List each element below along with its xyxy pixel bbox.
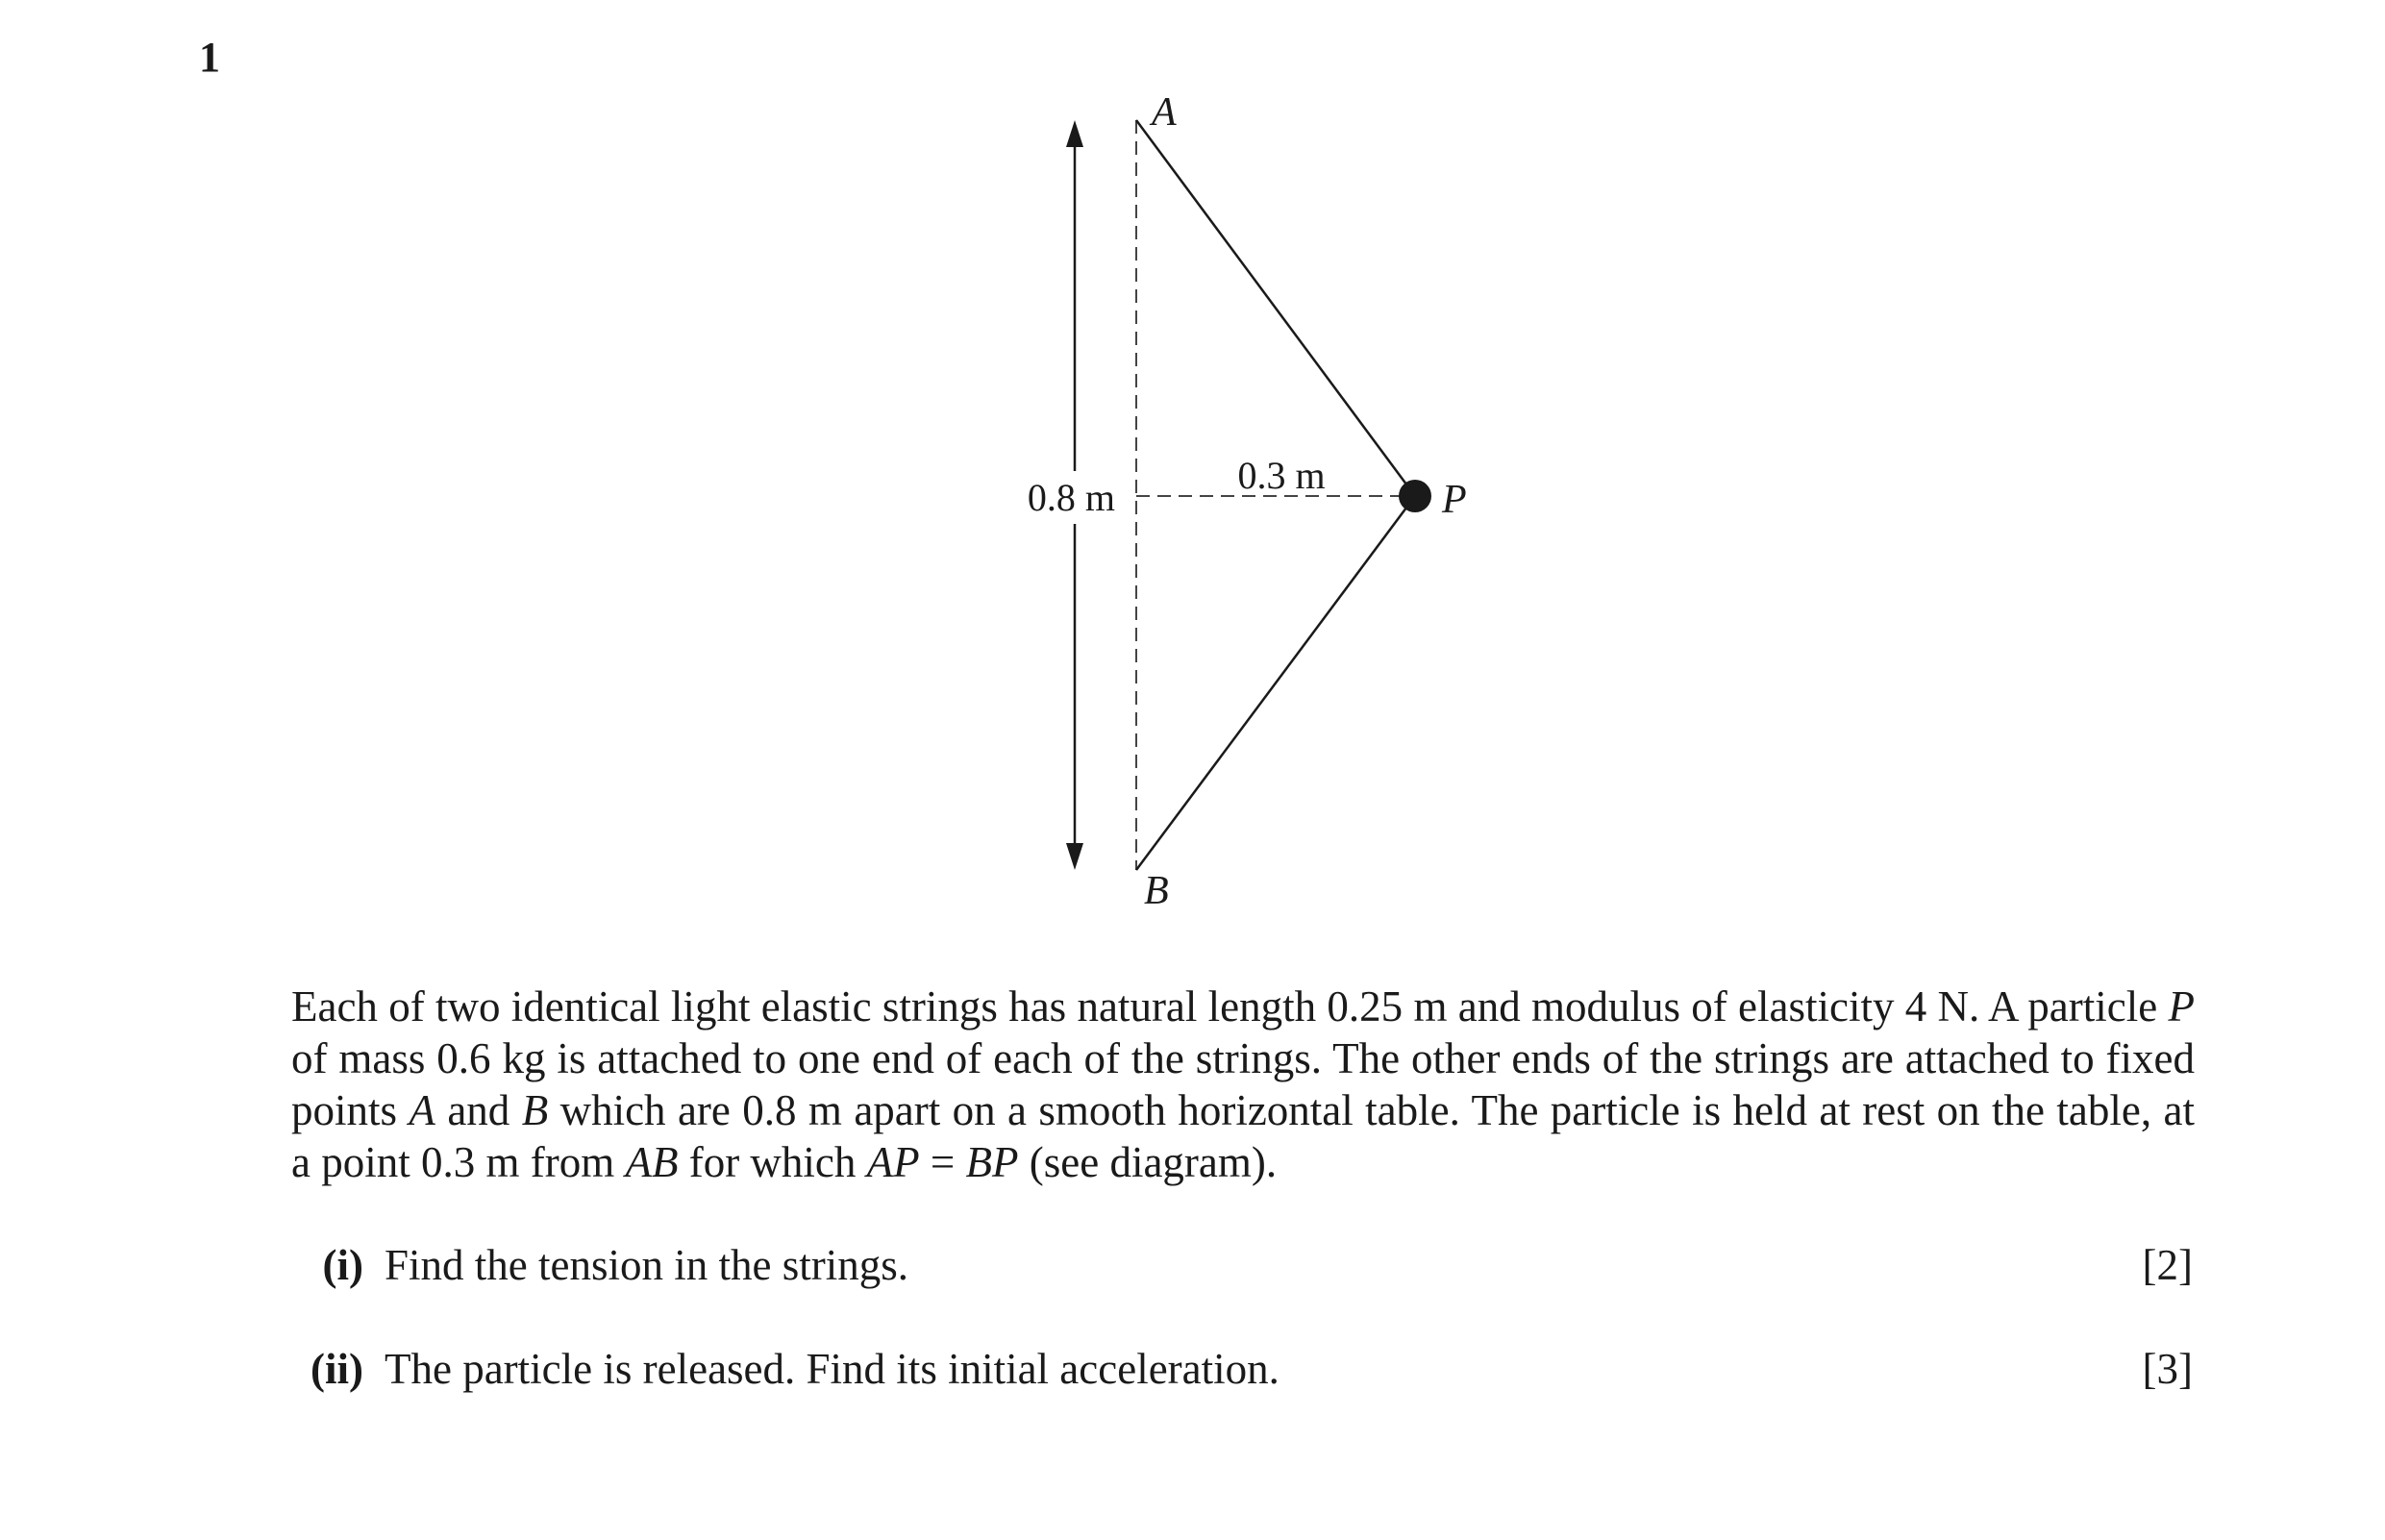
- arrow-down-icon: [1066, 843, 1083, 870]
- string-ap: [1136, 120, 1415, 496]
- part-text: The particle is released. Find its initial acceleration.: [385, 1345, 1279, 1393]
- part-label: (i): [322, 1241, 363, 1289]
- label-a: A: [1152, 90, 1177, 135]
- part-text: Find the tension in the strings.: [385, 1241, 908, 1289]
- label-distance: 0.3 m: [1237, 454, 1326, 497]
- part-marks: [3]: [2142, 1345, 2193, 1393]
- label-total-length: 0.8 m: [1027, 476, 1115, 519]
- label-p: P: [1442, 478, 1467, 522]
- part-label: (ii): [311, 1345, 363, 1393]
- particle-p: [1399, 480, 1431, 512]
- string-bp: [1136, 496, 1415, 870]
- question-stem: Each of two identical light elastic strings has natural length 0.25 m and modulus of elasticity 4 N. A particle P of mass 0.6 kg is attached to one end of each of the strings. The other ends of the strings are attached to fixed points A and B which are 0.8 m apart on a smooth horizontal table. The particle is held at rest on the table, at a point 0.3 m from AB for which AP = BP (see diagram).: [291, 982, 2195, 1186]
- label-b: B: [1144, 869, 1169, 913]
- question-number: 1: [199, 34, 220, 81]
- part-marks: [2]: [2142, 1241, 2193, 1289]
- arrow-up-icon: [1066, 120, 1083, 147]
